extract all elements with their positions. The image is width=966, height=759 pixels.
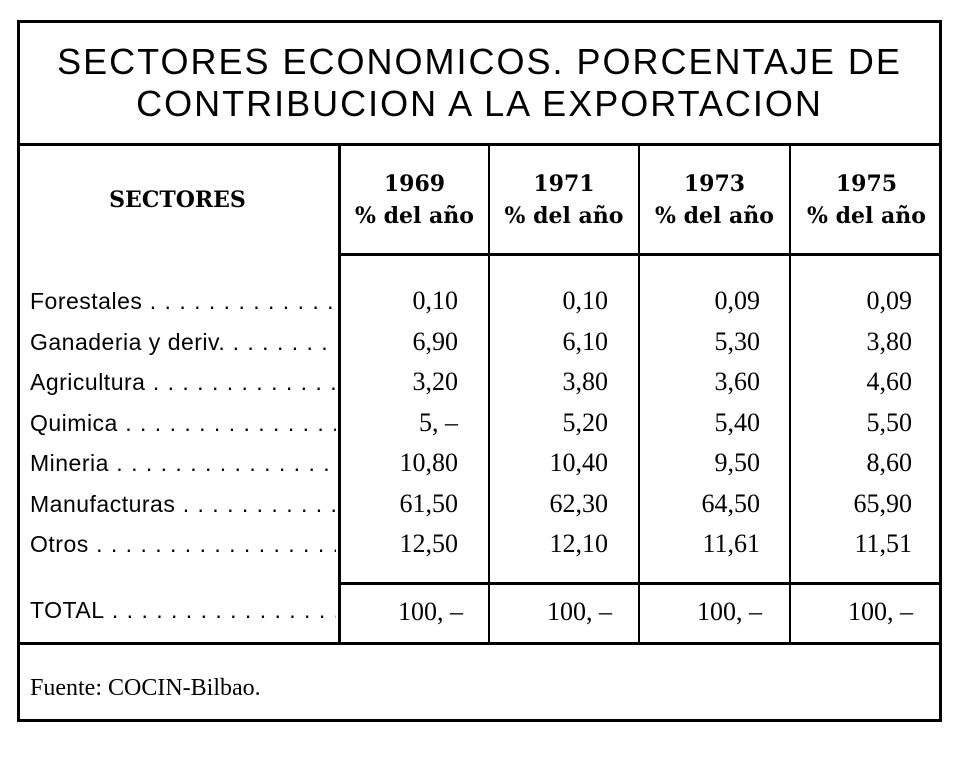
cell-value: 10,40 [549,448,608,477]
title-line-2: CONTRIBUCION A LA EXPORTACION [136,83,823,124]
cell-value: 3,60 [714,367,760,396]
header-unit: % del año [355,203,474,229]
cell-value: 6,90 [412,327,458,356]
total-value: 100, – [398,597,463,626]
header-year: 1975 [835,171,898,197]
rule-below-total [17,642,942,645]
cell-value: 8,60 [866,448,912,477]
cell-value: 5, – [419,408,458,437]
cell-value: 64,50 [701,489,760,518]
cell-value: 62,30 [549,489,608,518]
cell-value: 11,51 [854,529,912,558]
cell-value: 5,50 [866,408,912,437]
header-col-1975 [791,146,942,254]
cell-value: 61,50 [399,489,458,518]
cell-value: 0,10 [412,286,458,315]
cell-value: 5,40 [714,408,760,437]
total-value: 100, – [547,597,612,626]
rule-above-total [338,582,942,585]
row-label-forestales: Forestales . . . [30,283,336,319]
cell-value: 0,10 [562,286,608,315]
cell-value: 0,09 [714,286,760,315]
cell-value: 65,90 [853,489,912,518]
header-col-1971 [490,146,638,254]
header-year: 1969 [383,171,446,197]
cell-value: 0,09 [866,286,912,315]
cell-value: 5,20 [562,408,608,437]
cell-value: 12,50 [399,529,458,558]
table-title [17,20,942,146]
cell-value: 9,50 [714,448,760,477]
header-unit: % del año [807,203,926,229]
header-col-1973 [640,146,789,254]
cell-value: 11,61 [702,529,760,558]
row-label-mineria: Mineria . . . [30,445,336,481]
cell-value: 12,10 [549,529,608,558]
cell-value: 4,60 [866,367,912,396]
total-value: 100, – [848,597,913,626]
row-label-quimica: Quimica . . . [30,405,336,441]
row-label-agricultura: Agricultura . . . [30,364,336,400]
header-unit: % del año [655,203,774,229]
cell-value: 3,80 [866,327,912,356]
row-label-total: TOTAL . . . [30,592,336,628]
header-year: 1971 [533,171,595,197]
header-sectores-label: SECTORES [109,187,246,213]
row-label-ganaderia: Ganaderia y deriv. . . . [30,324,336,360]
cell-value: 3,20 [412,367,458,396]
header-col-1969 [341,146,488,254]
cell-value: 5,30 [714,327,760,356]
row-label-manufacturas: Manufacturas . . . [30,486,336,522]
cell-value: 10,80 [399,448,458,477]
cell-value: 6,10 [562,327,608,356]
header-sectores [17,146,338,254]
cell-value: 3,80 [562,367,608,396]
header-unit: % del año [504,203,624,229]
source-note: Fuente: COCIN-Bilbao. [30,675,261,701]
title-line-1: SECTORES ECONOMICOS. PORCENTAJE DE [57,41,902,82]
total-value: 100, – [697,597,762,626]
header-year: 1973 [683,171,746,197]
row-label-otros: Otros . . . [30,526,336,562]
